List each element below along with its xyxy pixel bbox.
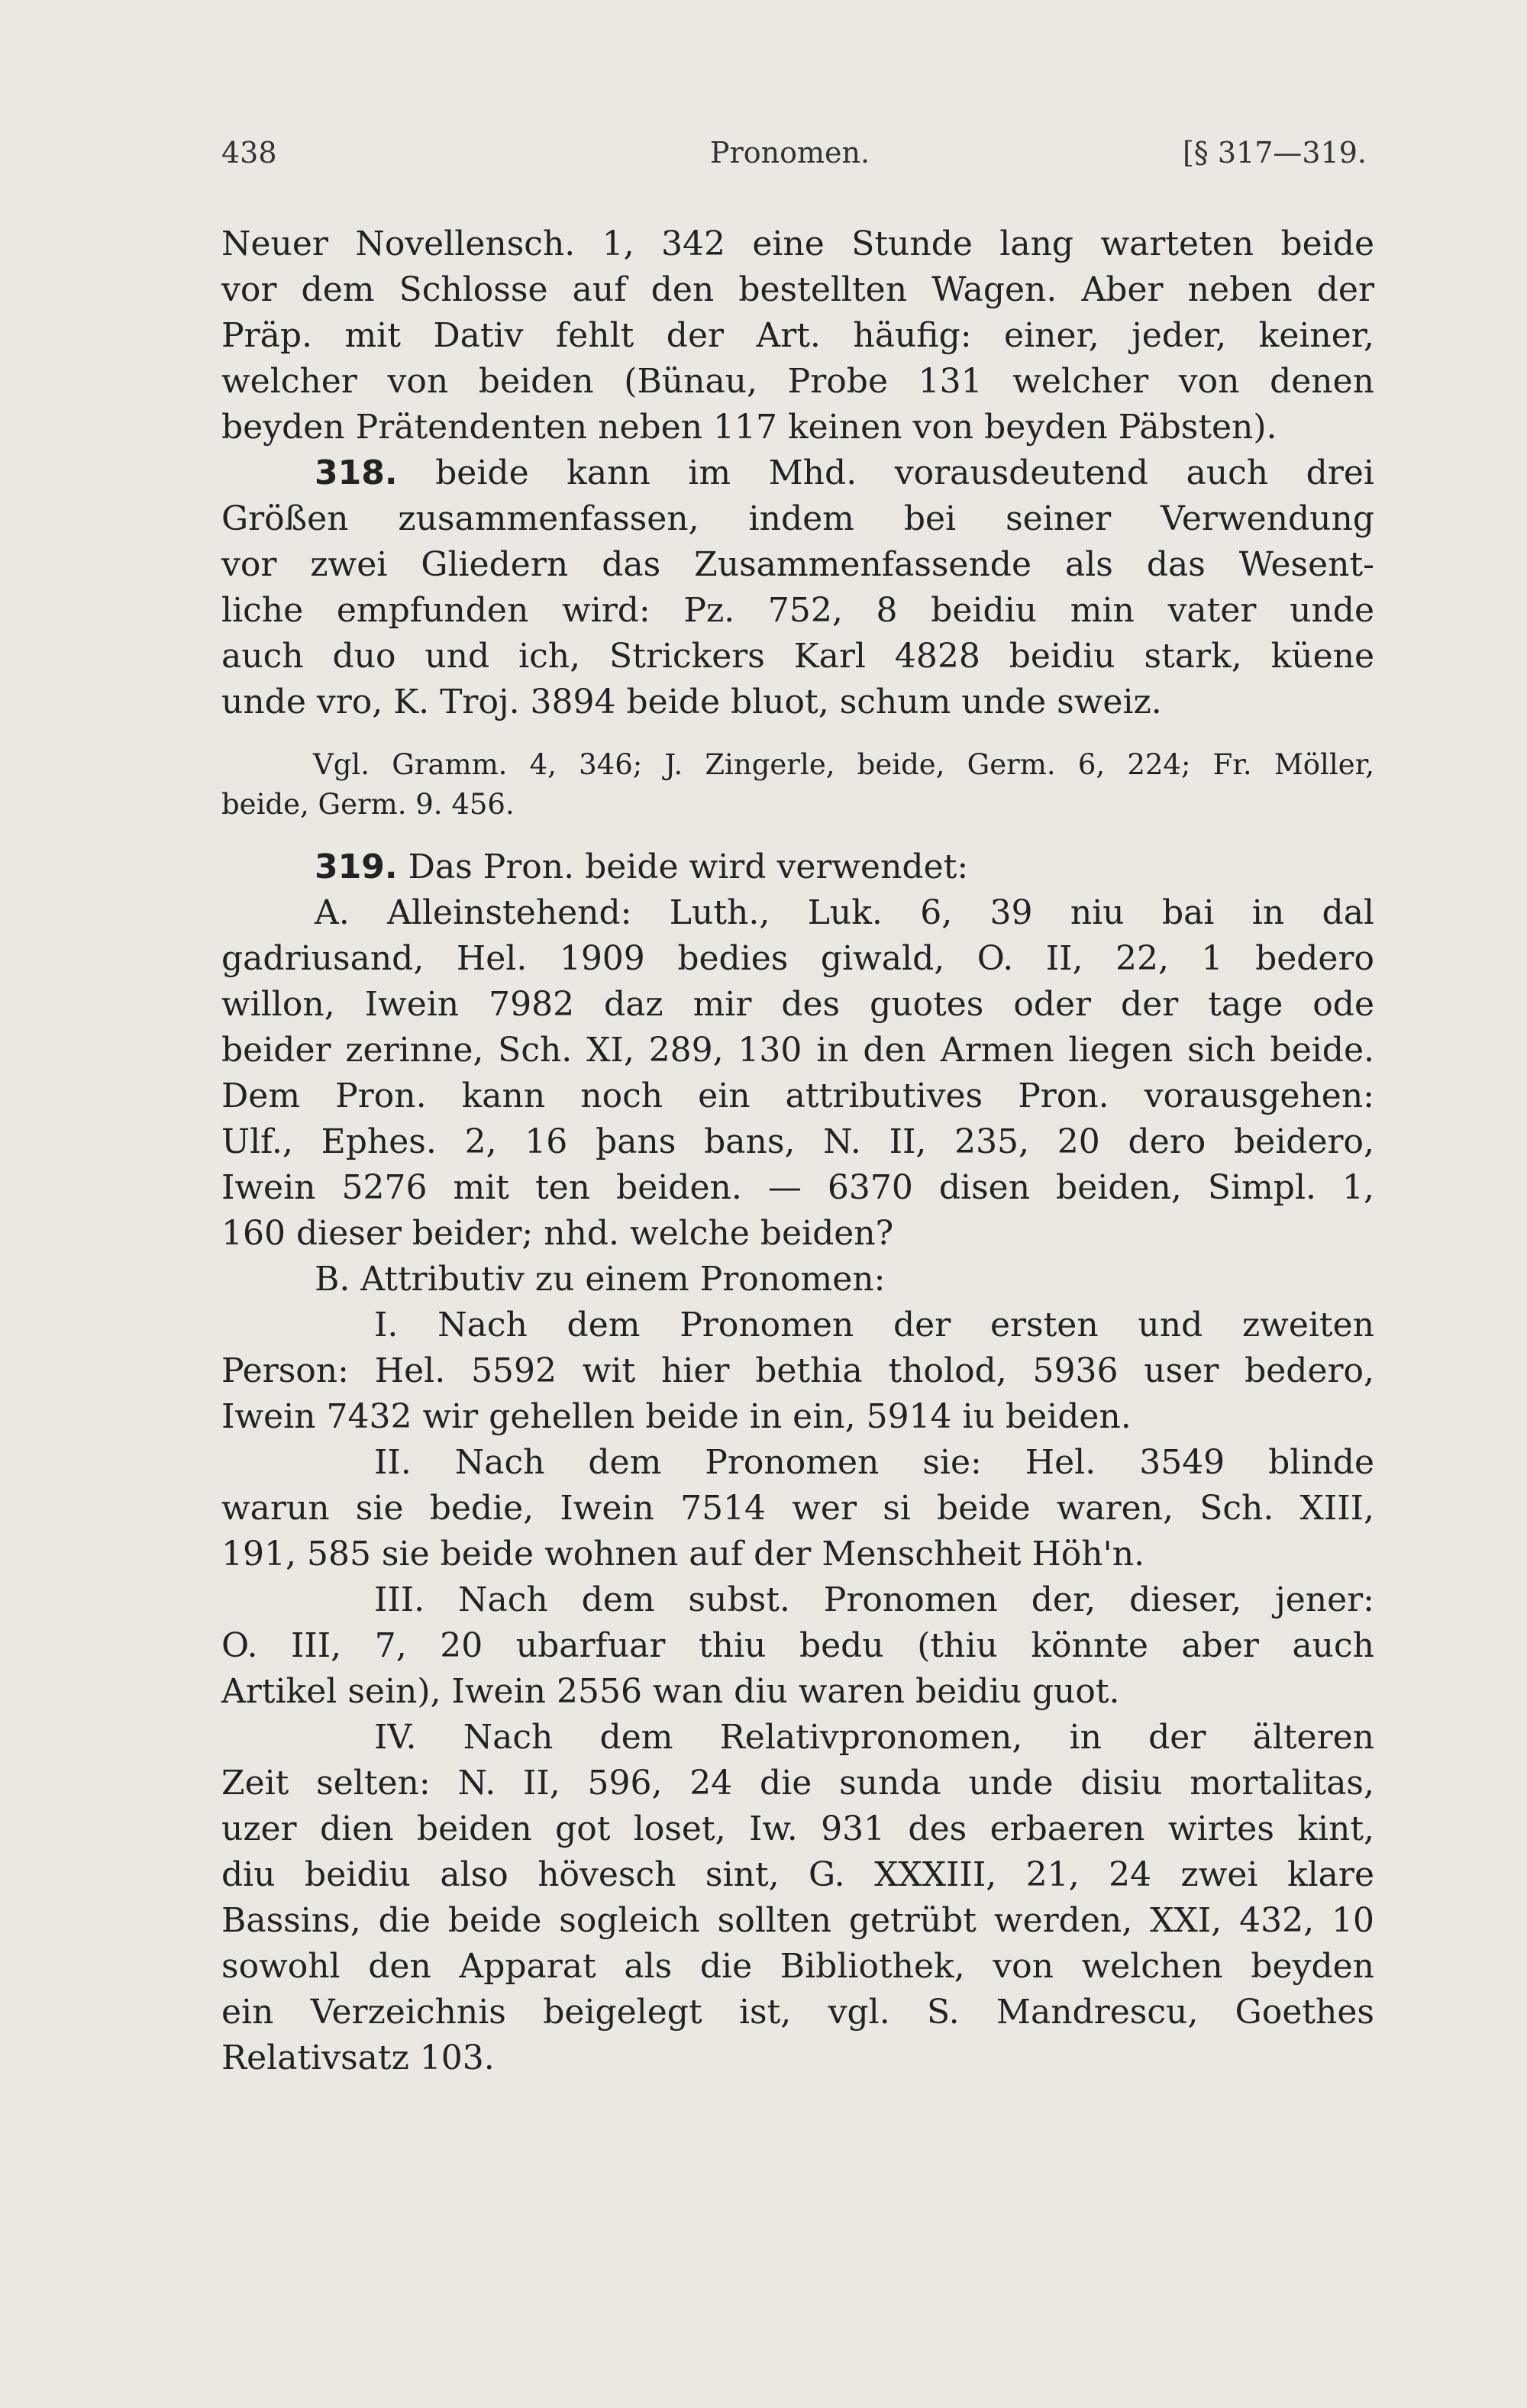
text-segment: Das Pron. beide wird verwendet: xyxy=(408,847,969,886)
text-line: I. Nach dem Pronomen der ersten und zweiten xyxy=(374,1306,1374,1344)
text-line: Iwein 7432 wir gehellen beide in ein, 5914 iu beiden. xyxy=(221,1397,1132,1436)
paragraph-317-continuation xyxy=(221,221,1374,450)
text-line: auch duo und ich, Strickers Karl 4828 beidiu stark, küene xyxy=(221,637,1374,676)
text-line: A. Alleinstehend: Luth., Luk. 6, 39 niu bai in dal xyxy=(315,893,1374,932)
text-line: Artikel sein), Iwein 2556 wan diu waren beidiu guot. xyxy=(221,1672,1120,1711)
text-line: Größen zusammenfassen, indem bei seiner Verwendung xyxy=(221,499,1374,538)
text-line: III. Nach dem subst. Pronomen der, dieser, jener: xyxy=(374,1580,1374,1619)
text-line: ein Verzeichnis beigelegt ist, vgl. S. Mandrescu, Goethes xyxy=(221,1993,1374,2032)
note-line: Vgl. Gramm. 4, 346; J. Zingerle, beide, Germ. 6, 224; Fr. Möller, xyxy=(313,748,1374,781)
text-line: B. Attributiv zu einem Pronomen: xyxy=(315,1260,886,1299)
text-line: Neuer Novellensch. 1, 342 eine Stunde lang warteten beide xyxy=(221,224,1374,263)
section-number: 319. xyxy=(315,847,398,886)
text-line: unde vro, K. Troj. 3894 beide bluot, schum unde sweiz. xyxy=(221,683,1162,721)
text-line: beyden Prätendenten neben 117 keinen von beyden Päbsten). xyxy=(221,408,1277,447)
section-range: [§ 317—319. xyxy=(1182,136,1367,169)
body-text xyxy=(221,221,1374,2081)
text-line: diu beidiu also hövesch sint, G. XXXIII, 21, 24 zwei klare xyxy=(221,1855,1374,1894)
paragraph-318-note xyxy=(221,745,1374,825)
paragraph-319 xyxy=(221,844,1374,2081)
note-line: beide, Germ. 9. 456. xyxy=(221,788,515,821)
text-line: welcher von beiden (Bünau, Probe 131 welcher von denen xyxy=(221,362,1374,401)
text-line: uzer dien beiden got loset, Iw. 931 des erbaeren wirtes kint, xyxy=(221,1809,1374,1848)
text-segment: beide kann im Mhd. vorausdeutend auch drei xyxy=(435,454,1374,492)
text-line: O. III, 7, 20 ubarfuar thiu bedu (thiu könnte aber auch xyxy=(221,1626,1374,1665)
text-line: willon, Iwein 7982 daz mir des guotes oder der tage ode xyxy=(221,985,1374,1024)
text-line: warun sie bedie, Iwein 7514 wer si beide waren, Sch. XIII, xyxy=(221,1489,1374,1528)
text-line: vor dem Schlosse auf den bestellten Wagen. Aber neben der xyxy=(221,270,1374,309)
running-title: Pronomen. xyxy=(710,136,870,169)
text-line: beider zerinne, Sch. XI, 289, 130 in den Armen liegen sich beide. xyxy=(221,1031,1374,1070)
section-number: 318. xyxy=(315,454,398,492)
text-line: Person: Hel. 5592 wit hier bethia tholod, 5936 user bedero, xyxy=(221,1351,1374,1390)
text-line: Ulf., Ephes. 2, 16 þans bans, N. II, 235, 20 dero beidero, xyxy=(221,1122,1374,1161)
running-header xyxy=(221,136,1367,182)
text-line: IV. Nach dem Relativpronomen, in der älteren xyxy=(374,1718,1374,1757)
text-line: sowohl den Apparat als die Bibliothek, von welchen beyden xyxy=(221,1947,1374,1986)
text-line: gadriusand, Hel. 1909 bedies giwald, O. II, 22, 1 bedero xyxy=(221,939,1374,978)
text-line xyxy=(221,450,1374,496)
text-line: liche empfunden wird: Pz. 752, 8 beidiu min vater unde xyxy=(221,591,1374,630)
text-line: II. Nach dem Pronomen sie: Hel. 3549 blinde xyxy=(374,1443,1374,1482)
text-line: Iwein 5276 mit ten beiden. — 6370 disen beiden, Simpl. 1, xyxy=(221,1168,1374,1207)
text-line: Präp. mit Dativ fehlt der Art. häufig: einer, jeder, keiner, xyxy=(221,316,1374,355)
text-line: Zeit selten: N. II, 596, 24 die sunda unde disiu mortalitas, xyxy=(221,1764,1374,1803)
text-line: Relativsatz 103. xyxy=(221,2038,495,2077)
text-line: Bassins, die beide sogleich sollten getrübt werden, XXI, 432, 10 xyxy=(221,1901,1374,1940)
paragraph-318 xyxy=(221,450,1374,725)
text-line: 191, 585 sie beide wohnen auf der Menschheit Höh'n. xyxy=(221,1535,1145,1574)
text-line: 160 dieser beider; nhd. welche beiden? xyxy=(221,1214,894,1253)
page-number: 438 xyxy=(221,136,277,169)
text-line: vor zwei Gliedern das Zusammenfassende als das Wesent- xyxy=(221,545,1374,584)
text-line xyxy=(221,844,1374,890)
text-line: Dem Pron. kann noch ein attributives Pron. vorausgehen: xyxy=(221,1076,1374,1115)
